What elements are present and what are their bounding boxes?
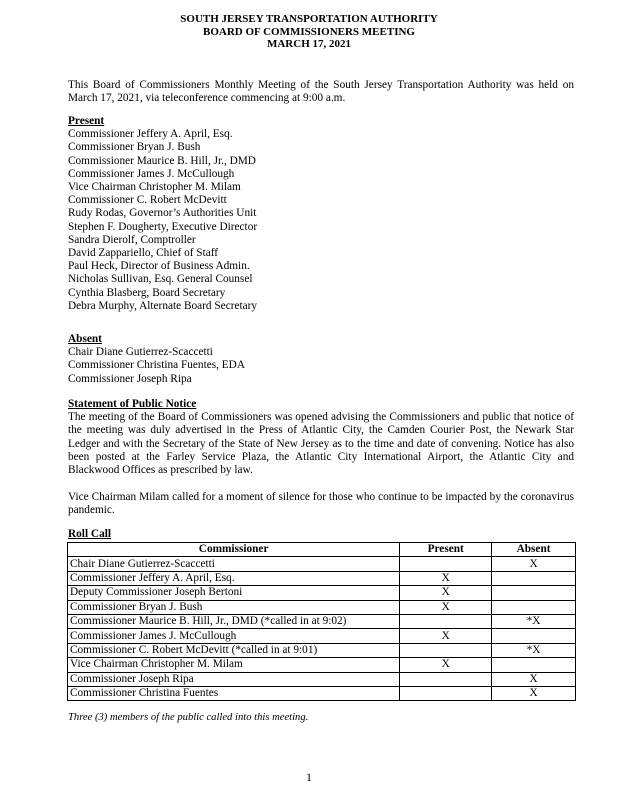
table-row [68, 686, 576, 700]
table-row [68, 571, 576, 585]
commissioner-cell: Commissioner James J. McCullough [68, 629, 400, 643]
roll-call-heading: Roll Call [68, 528, 111, 540]
present-item: Commissioner C. Robert McDevitt [68, 194, 227, 207]
column-header-absent: Absent [492, 543, 576, 557]
present-item: Stephen F. Dougherty, Executive Director [68, 220, 258, 233]
table-row [68, 600, 576, 614]
table-row [68, 672, 576, 686]
table-row [68, 658, 576, 672]
page-number: 1 [306, 770, 312, 784]
roll-call-heading-wrap [68, 528, 574, 541]
absent-cell [492, 629, 576, 643]
present-item: Cynthia Blasberg, Board Secretary [68, 286, 226, 299]
absent-cell [492, 586, 576, 600]
present-item: Debra Murphy, Alternate Board Secretary [68, 299, 258, 312]
roll-call-table [67, 542, 576, 701]
present-cell: X [400, 658, 492, 672]
present-cell [400, 672, 492, 686]
public-notice-text: The meeting of the Board of Commissioners was opened advising the Commissioners and public that notice of the meeting was duly advertised in the Press of Atlantic City, the Camden Courier Post, the Newark Star Ledger and with the Secretary of the State of New Jersey as to the time and date of convening. Notice has also been posted at the Farley Service Plaza, the Atlantic City International Airport, the Atlantic City and Blackwood Offices as prescribed by law. [68, 411, 574, 477]
commissioner-cell: Chair Diane Gutierrez-Scaccetti [68, 557, 400, 571]
moment-of-silence-paragraph: Vice Chairman Milam called for a moment of silence for those who continue to be impacted by the coronavirus pandemic. [68, 491, 574, 517]
absent-item: Commissioner Christina Fuentes, EDA [68, 359, 245, 372]
table-row [68, 629, 576, 643]
present-cell: X [400, 571, 492, 585]
commissioner-cell: Commissioner Christina Fuentes [68, 686, 400, 700]
present-item: Commissioner James J. McCullough [68, 167, 235, 180]
absent-section [68, 333, 574, 386]
header-meeting: BOARD OF COMMISSIONERS MEETING [203, 25, 415, 38]
commissioner-cell: Deputy Commissioner Joseph Bertoni [68, 586, 400, 600]
table-row [68, 643, 576, 657]
document-header [0, 13, 618, 51]
column-header-present: Present [400, 543, 492, 557]
present-cell [400, 686, 492, 700]
intro-paragraph: This Board of Commissioners Monthly Meeting of the South Jersey Transportation Authority was held on March 17, 2021, via teleconference commencing at 9:00 a.m. [68, 79, 574, 105]
absent-cell: *X [492, 614, 576, 628]
present-item: Vice Chairman Christopher M. Milam [68, 181, 241, 194]
column-header-commissioner: Commissioner [68, 543, 400, 557]
table-header-row [68, 543, 576, 557]
present-cell: X [400, 600, 492, 614]
commissioner-cell: Commissioner Bryan J. Bush [68, 600, 400, 614]
present-cell: X [400, 586, 492, 600]
public-attendance-note: Three (3) members of the public called into this meeting. [68, 712, 309, 723]
header-date: MARCH 17, 2021 [266, 38, 352, 50]
present-item: Commissioner Maurice B. Hill, Jr., DMD [68, 154, 256, 167]
absent-cell: X [492, 686, 576, 700]
table-row [68, 614, 576, 628]
present-cell [400, 614, 492, 628]
present-item: Paul Heck, Director of Business Admin. [68, 260, 250, 273]
commissioner-cell: Commissioner Jeffery A. April, Esq. [68, 571, 400, 585]
absent-item: Commissioner Joseph Ripa [68, 372, 192, 385]
absent-cell: *X [492, 643, 576, 657]
present-item: Commissioner Jeffery A. April, Esq. [68, 128, 233, 141]
present-section [68, 115, 574, 313]
absent-cell: X [492, 557, 576, 571]
present-cell [400, 643, 492, 657]
commissioner-cell: Commissioner Maurice B. Hill, Jr., DMD (*called in at 9:02) [68, 614, 400, 628]
header-org: SOUTH JERSEY TRANSPORTATION AUTHORITY [180, 13, 438, 25]
absent-heading: Absent [68, 333, 102, 345]
absent-cell [492, 571, 576, 585]
absent-item: Chair Diane Gutierrez-Scaccetti [68, 346, 213, 359]
present-item: Sandra Dierolf, Comptroller [68, 233, 196, 246]
present-item: Nicholas Sullivan, Esq. General Counsel [68, 273, 253, 286]
public-notice-section [68, 398, 574, 477]
present-cell [400, 557, 492, 571]
table-row [68, 586, 576, 600]
absent-cell: X [492, 672, 576, 686]
commissioner-cell: Commissioner Joseph Ripa [68, 672, 400, 686]
public-notice-heading: Statement of Public Notice [68, 398, 197, 410]
absent-cell [492, 600, 576, 614]
present-item: Commissioner Bryan J. Bush [68, 141, 201, 154]
present-item: Rudy Rodas, Governor’s Authorities Unit [68, 207, 257, 220]
present-heading: Present [68, 115, 105, 127]
table-row [68, 557, 576, 571]
present-cell: X [400, 629, 492, 643]
present-item: David Zappariello, Chief of Staff [68, 247, 219, 260]
commissioner-cell: Commissioner C. Robert McDevitt (*called in at 9:01) [68, 643, 400, 657]
commissioner-cell: Vice Chairman Christopher M. Milam [68, 658, 400, 672]
absent-cell [492, 658, 576, 672]
